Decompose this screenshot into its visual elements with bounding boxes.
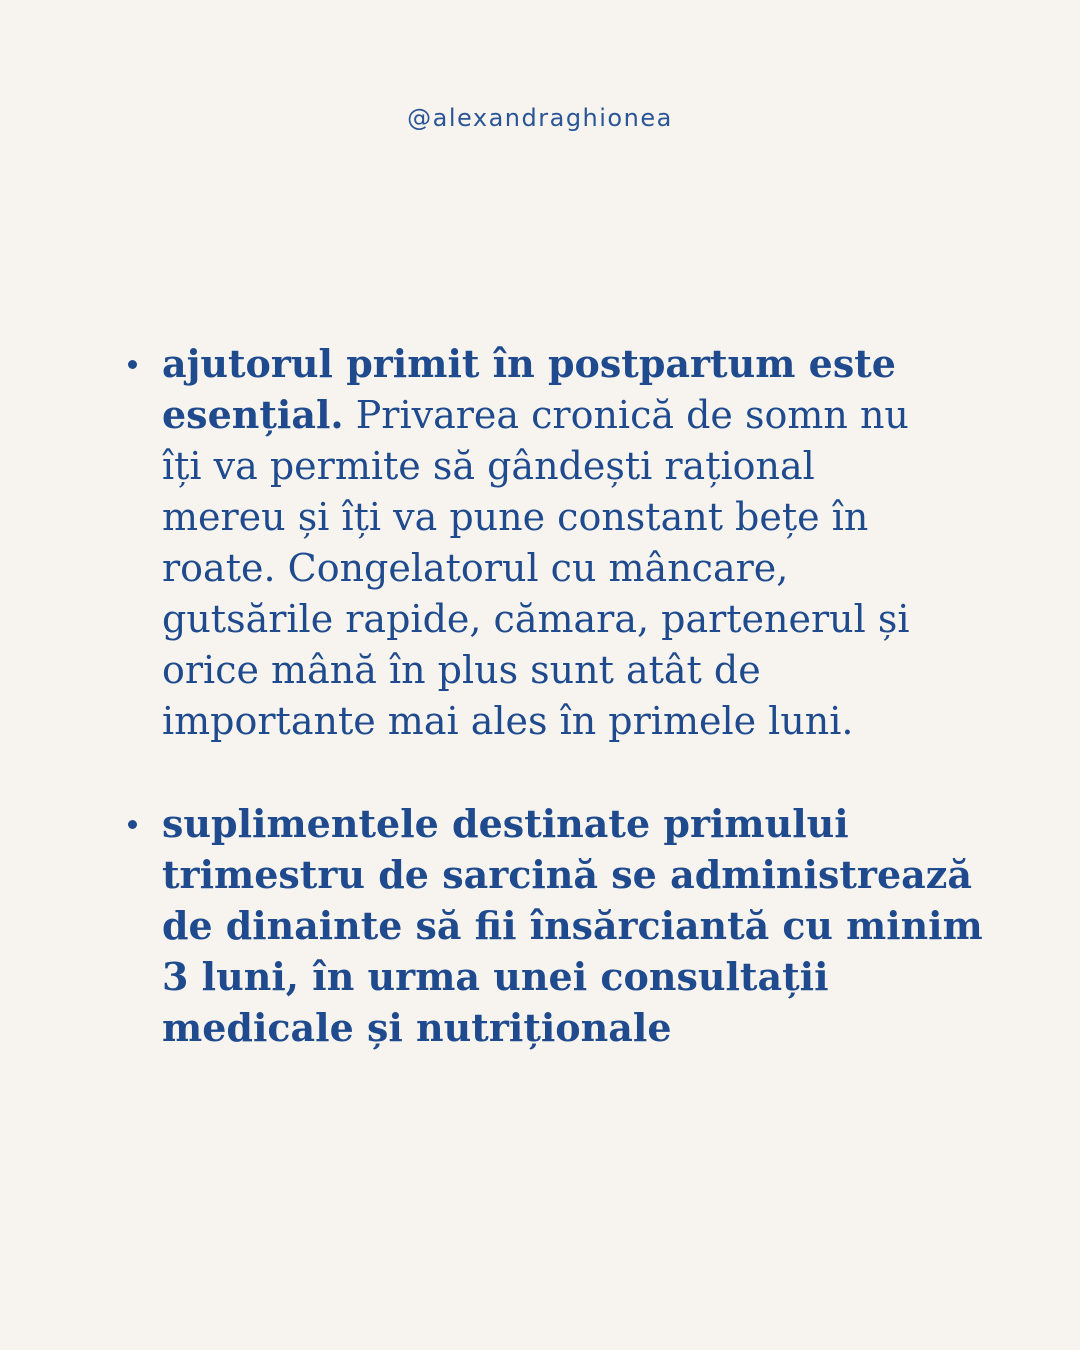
item-line: roate. Congelatorul cu mâncare, bbox=[162, 546, 789, 590]
item-line: suplimentele destinate primului bbox=[162, 801, 849, 846]
bullet-list bbox=[124, 338, 984, 1053]
instagram-handle: @alexandraghionea bbox=[407, 104, 673, 132]
item-bold-text: esențial. bbox=[162, 392, 344, 437]
item-line: orice mână în plus sunt atât de bbox=[162, 648, 761, 692]
item-line bbox=[162, 389, 984, 441]
item-line: 3 luni, în urma unei consultații bbox=[162, 954, 829, 999]
item-line: trimestru de sarcină se administrează bbox=[162, 852, 972, 897]
item-text: Privarea cronică de somn nu bbox=[343, 393, 909, 437]
bullet-dot bbox=[128, 820, 137, 829]
item-line: mereu și îți va pune constant bețe în bbox=[162, 495, 869, 539]
item-line: ajutorul primit în postpartum este bbox=[162, 341, 896, 386]
item-line: medicale și nutriționale bbox=[162, 1005, 672, 1050]
item-line: importante mai ales în primele luni. bbox=[162, 699, 854, 743]
list-item bbox=[124, 338, 984, 747]
bullet-dot bbox=[128, 360, 137, 369]
item-line: gutsările rapide, cămara, partenerul și bbox=[162, 597, 910, 641]
list-item bbox=[124, 798, 984, 1053]
item-line: îți va permite să gândești rațional bbox=[162, 444, 815, 488]
item-line: de dinainte să fii însărciantă cu minim bbox=[162, 903, 983, 948]
